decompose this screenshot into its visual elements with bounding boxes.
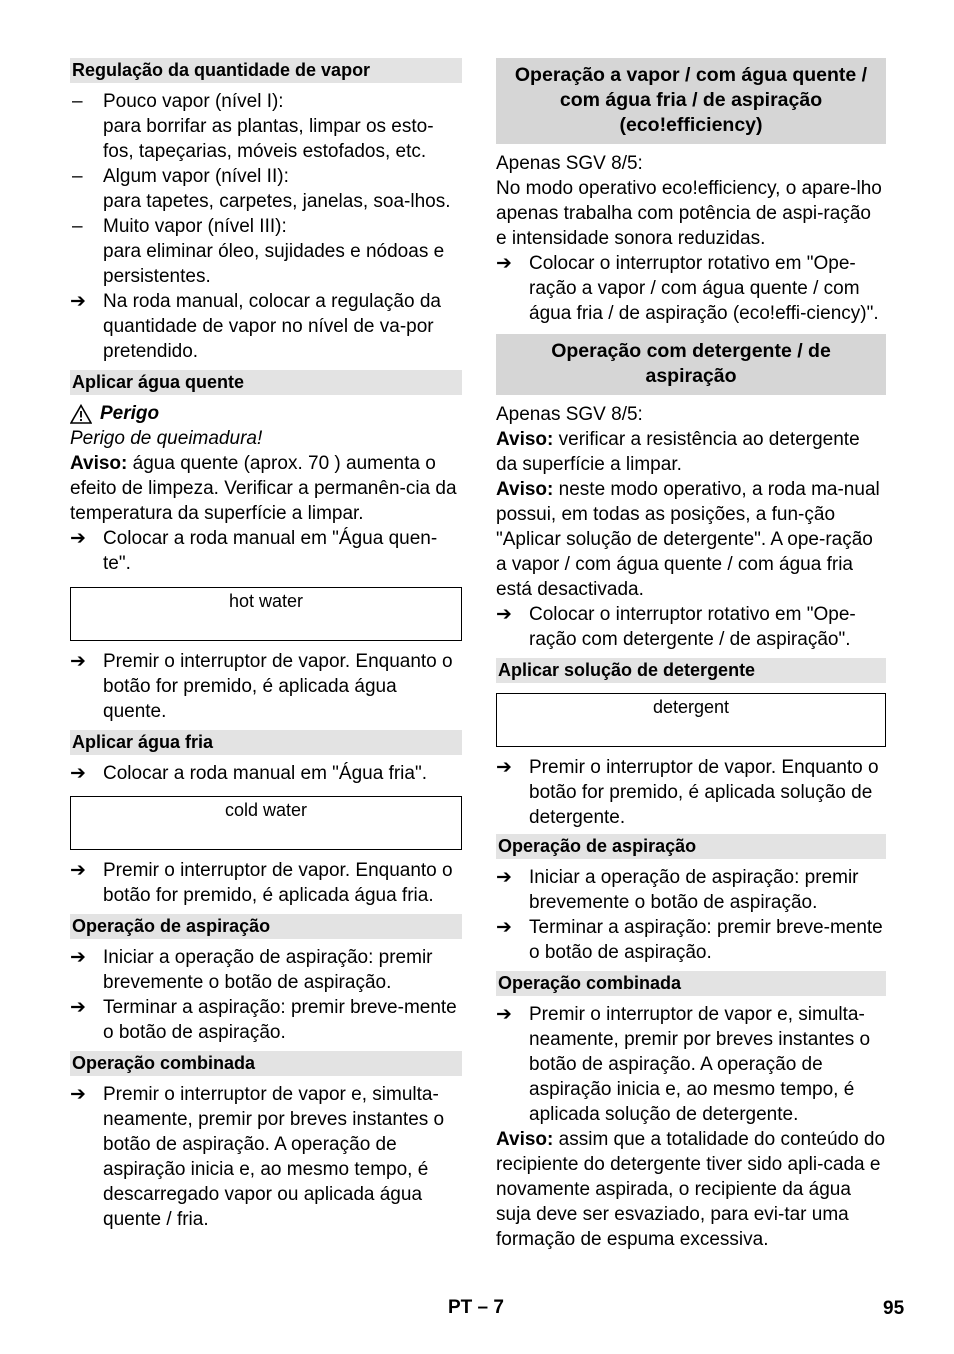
section-heading-hot-water: Aplicar água quente (70, 370, 462, 395)
right-column (496, 58, 886, 1252)
list-item: – Muito vapor (nível III): para eliminar óleo, sujidades e nódoas e persistentes. (72, 216, 445, 287)
danger-heading: Perigo (70, 401, 462, 426)
arrow-icon: ➔ (496, 604, 512, 625)
arrow-icon: ➔ (70, 291, 86, 312)
arrow-icon: ➔ (496, 867, 512, 888)
section-heading-cold-water: Aplicar água fria (70, 730, 462, 755)
section-heading-apply-detergent: Aplicar solução de detergente (496, 658, 886, 683)
dash-bullet: – (72, 91, 83, 112)
section-heading-combined: Operação combinada (496, 971, 886, 996)
danger-text: Perigo de queimadura! (70, 428, 263, 449)
arrow-icon: ➔ (70, 528, 86, 549)
model-note: Apenas SGV 8/5: (496, 153, 643, 174)
instruction-step: ➔ Premir o interruptor de vapor. Enquanto o botão for premido, é aplicada solução de detergente. (496, 757, 879, 828)
instruction-step: ➔ Colocar o interruptor rotativo em "Ope-ração com detergente / de aspiração". (496, 604, 856, 650)
instruction-step: ➔ Colocar o interruptor rotativo em "Ope-ração a vapor / com água quente / com água fria / de aspiração (eco!effi-ciency)". (496, 253, 879, 324)
instruction-step: ➔ Premir o interruptor de vapor e, simulta-neamente, premir por breves instantes o botão de aspiração. A operação de aspiração inicia e, ao mesmo tempo, é aplicada solução de detergente. (496, 1004, 871, 1125)
hot-water-placeholder-box: hot water (70, 587, 462, 641)
arrow-icon: ➔ (496, 1004, 512, 1025)
list-item: – Pouco vapor (nível I): para borrifar as plantas, limpar os esto-fos, tapeçarias, móveis estofados, etc. (72, 91, 434, 162)
notice-paragraph: Aviso: assim que a totalidade do conteúdo do recipiente do detergente tiver sido apli-cada e novamente aspirada, o recipiente da água suja deve ser esvaziado, para evi-tar uma formação de espuma excessiva. (496, 1129, 886, 1250)
instruction-step: ➔ Terminar a aspiração: premir breve-mente o botão de aspiração. (70, 997, 457, 1043)
detergent-placeholder-box: detergent (496, 693, 886, 747)
instruction-step: ➔ Premir o interruptor de vapor. Enquanto o botão for premido, é aplicada água quente. (70, 651, 453, 722)
arrow-icon: ➔ (70, 651, 86, 672)
dash-bullet: – (72, 166, 83, 187)
notice-paragraph: Aviso: verificar a resistência ao detergente da superfície a limpar. (496, 429, 860, 475)
arrow-icon: ➔ (496, 757, 512, 778)
list-item: – Algum vapor (nível II): para tapetes, carpetes, janelas, soa-lhos. (72, 166, 451, 212)
arrow-icon: ➔ (496, 253, 512, 274)
page-number: 95 (883, 1298, 905, 1319)
body-paragraph: No modo operativo eco!efficiency, o apare-lho apenas trabalha com potência de aspi-ração e intensidade sonora reduzidas. (496, 178, 882, 249)
left-column (70, 58, 462, 1232)
arrow-icon: ➔ (70, 997, 86, 1018)
instruction-step: ➔ Iniciar a operação de aspiração: premir brevemente o botão de aspiração. (496, 867, 859, 913)
warning-triangle-icon (70, 404, 92, 424)
instruction-step: ➔ Iniciar a operação de aspiração: premir brevemente o botão de aspiração. (70, 947, 433, 993)
arrow-icon: ➔ (496, 917, 512, 938)
instruction-step: ➔ Premir o interruptor de vapor e, simulta-neamente, premir por breves instantes o botão de aspiração. A operação de aspiração inicia e, ao mesmo tempo, é descarregado vapor ou aplicada água quente / fria. (70, 1084, 445, 1230)
footer-language-page: PT – 7 (448, 1297, 504, 1318)
dash-bullet: – (72, 216, 83, 237)
arrow-icon: ➔ (70, 947, 86, 968)
section-heading-eco: Operação a vapor / com água quente / com água fria / de aspiração (eco!efficiency) (496, 58, 886, 144)
instruction-step: ➔ Premir o interruptor de vapor. Enquanto o botão for premido, é aplicada água fria. (70, 860, 453, 906)
instruction-step: ➔ Terminar a aspiração: premir breve-mente o botão de aspiração. (496, 917, 883, 963)
cold-water-placeholder-box: cold water (70, 796, 462, 850)
section-heading-suction: Operação de aspiração (70, 914, 462, 939)
notice-paragraph: Aviso: neste modo operativo, a roda ma-nual possui, em todas as posições, a fun-ção "Aplicar solução de detergente". A ope-ração a vapor / com água quente / com água fria está desactivada. (496, 479, 880, 600)
arrow-icon: ➔ (70, 1084, 86, 1105)
instruction-step: ➔ Colocar a roda manual em "Água quen-te". (70, 528, 438, 574)
model-note: Apenas SGV 8/5: (496, 404, 643, 425)
arrow-icon: ➔ (70, 763, 86, 784)
section-heading-detergent-mode: Operação com detergente / de aspiração (496, 334, 886, 395)
section-heading-combined: Operação combinada (70, 1051, 462, 1076)
instruction-step: ➔ Colocar a roda manual em "Água fria". (70, 763, 427, 784)
notice-paragraph: Aviso: água quente (aprox. 70 ) aumenta o efeito de limpeza. Verificar a permanên-cia da temperatura da superfície a limpar. (70, 453, 457, 524)
section-heading-suction: Operação de aspiração (496, 834, 886, 859)
instruction-step: ➔ Na roda manual, colocar a regulação da quantidade de vapor no nível de va-por pretendido. (70, 291, 441, 362)
arrow-icon: ➔ (70, 860, 86, 881)
section-heading-steam-quantity: Regulação da quantidade de vapor (70, 58, 462, 83)
